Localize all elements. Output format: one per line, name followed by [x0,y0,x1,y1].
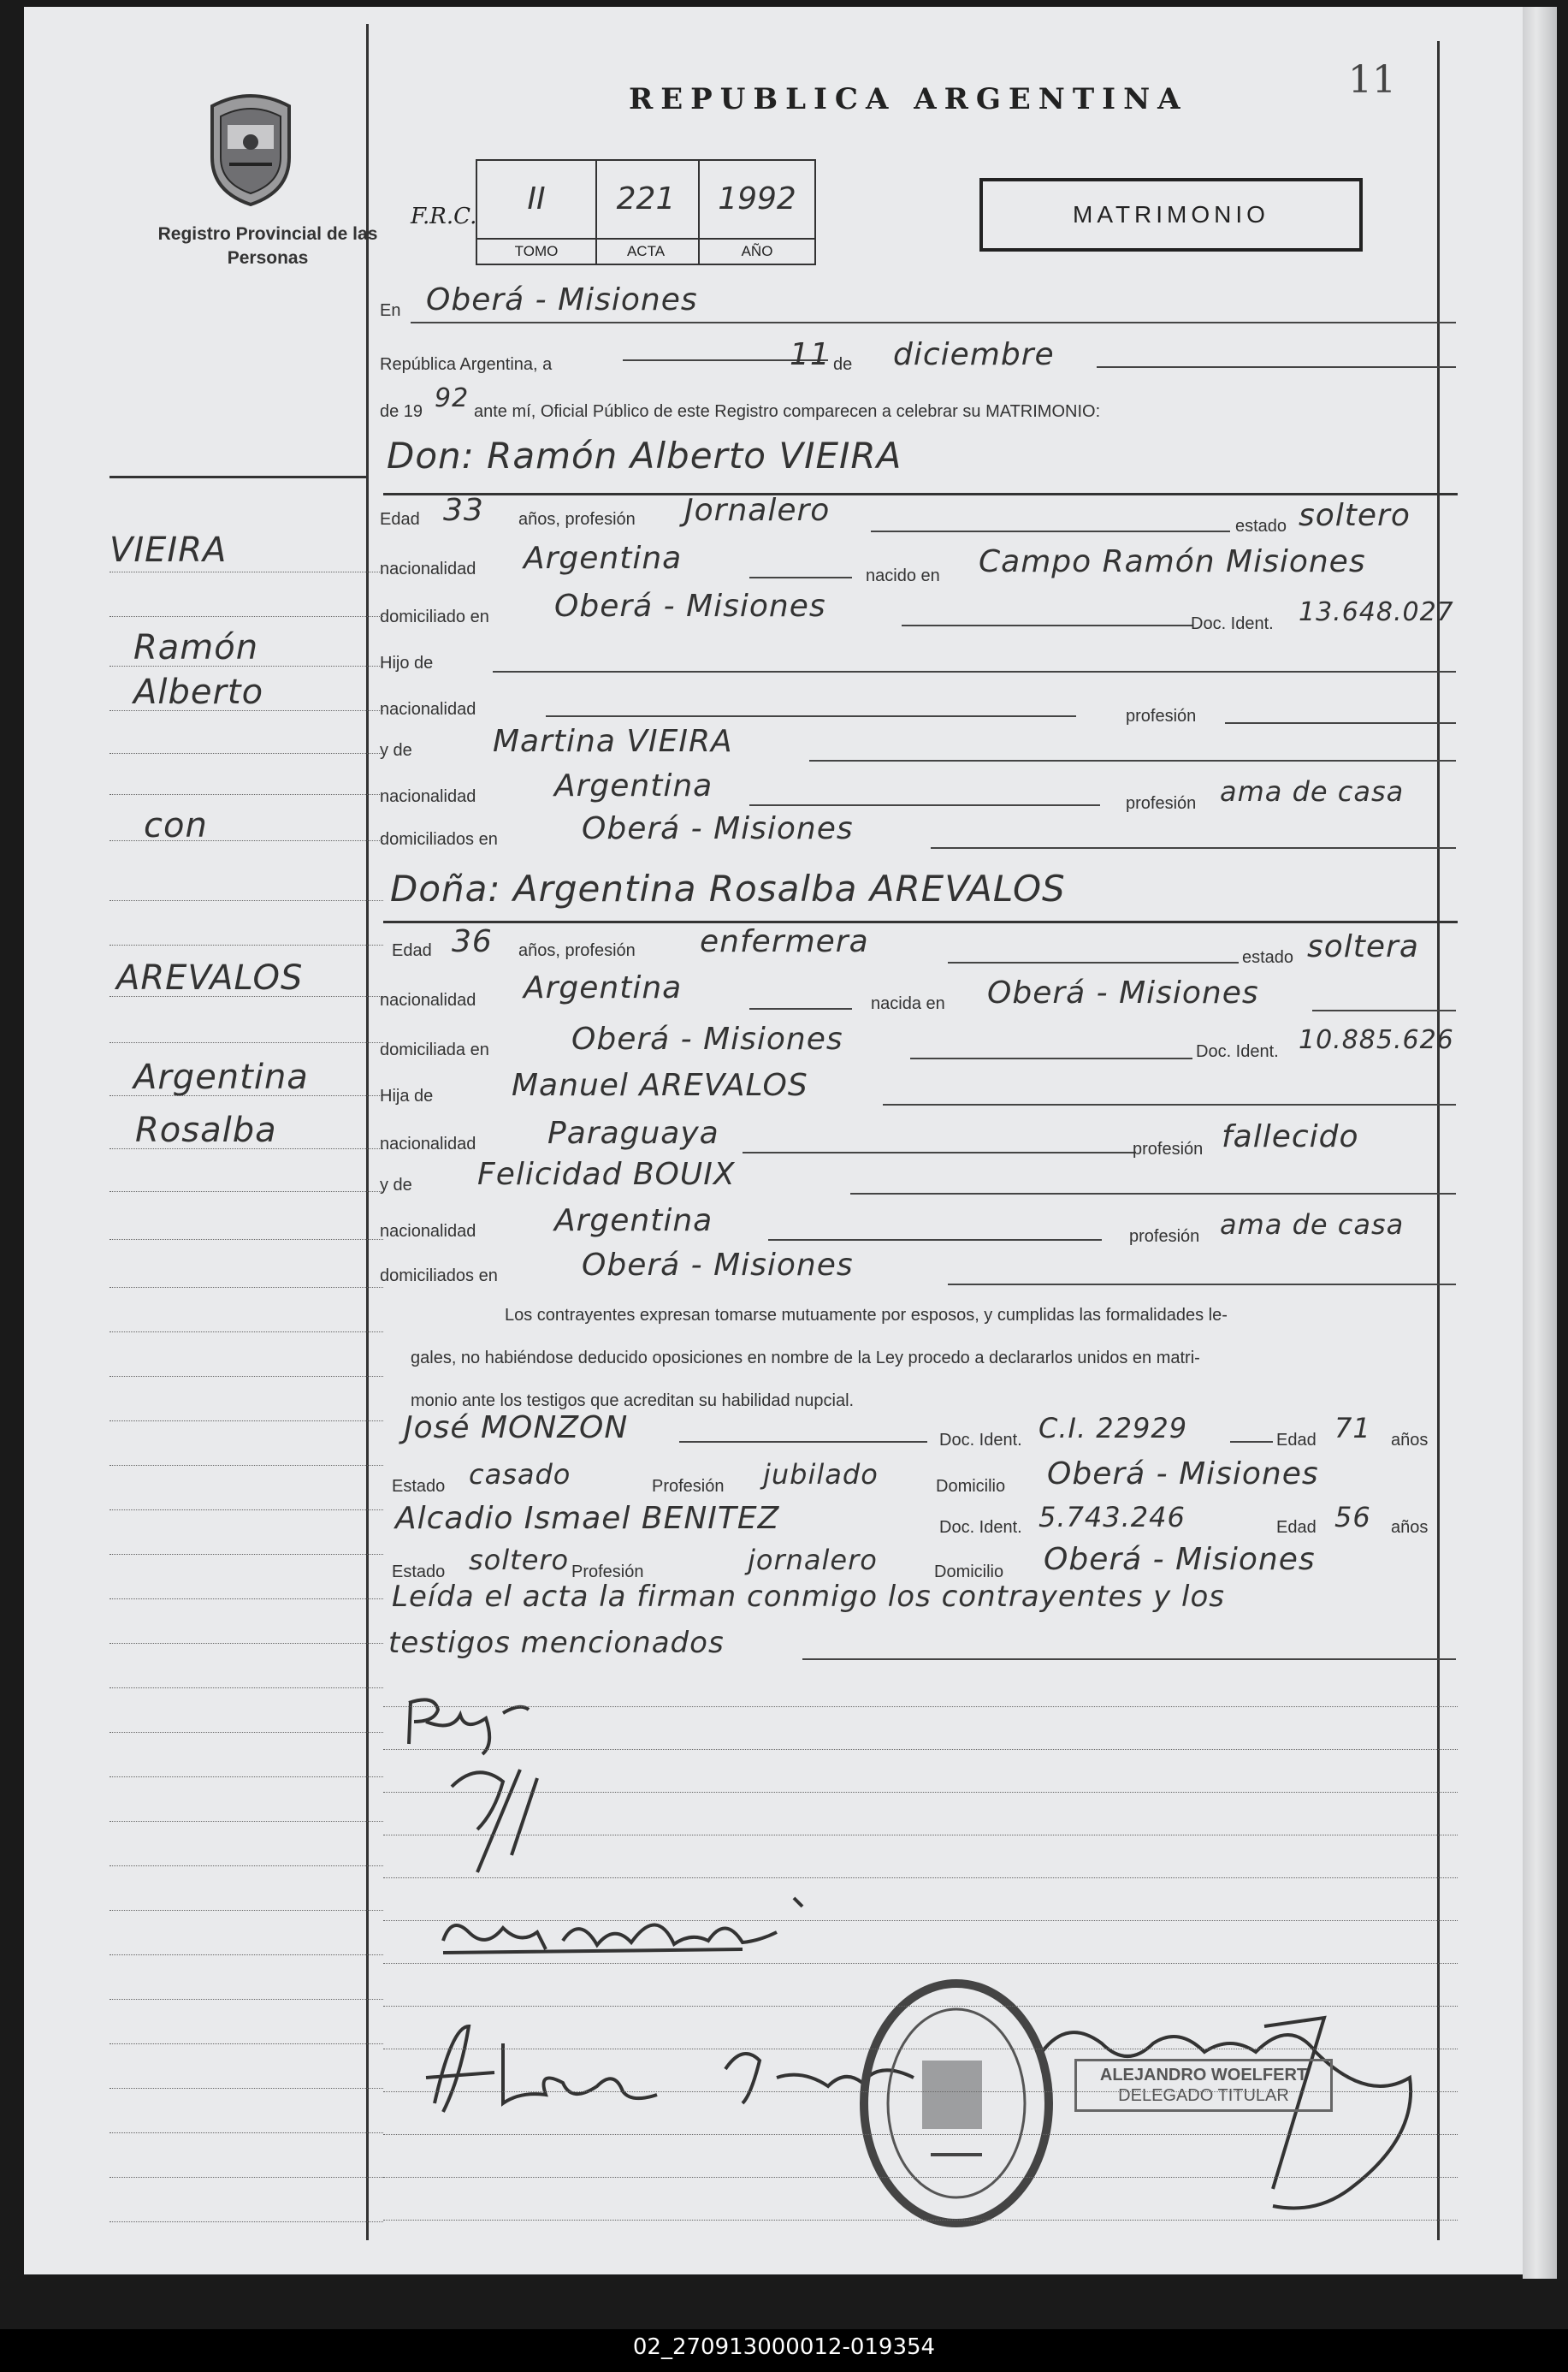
witness-2-domicilio-label: Domicilio [934,1563,1004,1581]
groom-mother-nac-value: Argentina [554,768,713,804]
bride-domicilio-label: domiciliada en [380,1041,489,1059]
coat-of-arms-seal [204,91,298,206]
witness-1-edad-value: 71 [1334,1412,1371,1444]
day-value: 11 [790,337,831,372]
bride-nacionalidad-value: Argentina [524,970,683,1005]
bride-mother-prof-value: ama de casa [1220,1208,1405,1241]
witness-1-edad-label: Edad [1276,1431,1317,1450]
groom-estado-value: soltero [1299,498,1411,533]
bride-edad-label: Edad [392,941,432,960]
margin-name-alberto: Alberto [133,673,264,712]
agency-name: Registro Provincial de las Personas [157,224,378,268]
witness-1-profesion-value: jubilado [763,1458,879,1491]
de-label: de [833,355,853,374]
groom-father-prof-label: profesión [1126,707,1197,726]
page-number: 11 [1348,58,1396,102]
witness-2-doc-label: Doc. Ident. [939,1518,1022,1537]
groom-nacido-label: nacido en [866,566,940,585]
witness-1-doc-value: C.I. 22929 [1038,1412,1188,1444]
margin-name-argentina: Argentina [133,1058,309,1097]
groom-mother-nac-label: nacionalidad [380,787,476,806]
bride-parents-dom-fill [948,1284,1456,1285]
witness-1-domicilio-value: Oberá - Misiones [1047,1456,1319,1491]
closing-line-1: Leída el acta la firman conmigo los contrayentes y los [392,1580,1226,1614]
groom-mother-prof-value: ama de casa [1220,775,1405,808]
year-prefix: de 19 [380,402,423,421]
groom-mother-nac-fill [749,804,1100,806]
groom-father-prof-fill [1225,722,1456,724]
signature-officer [1008,2001,1435,2223]
groom-anos-profesion-label: años, profesión [518,510,636,529]
groom-nacionalidad-fill [749,577,852,578]
witness-1-domicilio-label: Domicilio [936,1477,1006,1496]
groom-domiciliados-label: domiciliados en [380,830,498,849]
frc-acta-box [594,159,700,265]
groom-domicilio-label: domiciliado en [380,608,489,626]
groom-hijo-label: Hijo de [380,654,434,673]
groom-profesion-fill [871,531,1230,532]
declaration-line-1: Los contrayentes expresan tomarse mutuamente por esposos, y cumplidas las formalidades le- [505,1306,1228,1325]
margin-name-con: con [144,806,208,845]
groom-mother-value: Martina VIEIRA [493,724,733,759]
declaration-text [411,1294,1463,1422]
groom-doc-label: Doc. Ident. [1191,614,1274,633]
bride-father-nac-fill [743,1152,1136,1153]
signature-bride [443,1752,614,1881]
groom-domicilio-value: Oberá - Misiones [554,589,826,624]
witness-2-profesion-label: Profesión [571,1563,644,1581]
witness-2-anos-label: años [1391,1518,1429,1537]
bride-nacida-value: Oberá - Misiones [987,975,1259,1011]
bride-doc-value: 10.885.626 [1299,1025,1454,1055]
witness-2-name: Alcadio Ismael BENITEZ [395,1501,780,1536]
witness-1-anos-label: años [1391,1431,1429,1450]
bride-mother-nac-fill [768,1239,1102,1241]
groom-father-fill [493,671,1456,673]
groom-mother-prof-label: profesión [1126,794,1197,813]
frc-tomo-box [476,159,597,265]
stamp-officer-name: ALEJANDRO WOELFERT [1099,2066,1308,2084]
bride-father-prof-value: fallecido [1222,1119,1359,1154]
bride-profesion-fill [948,962,1239,964]
witness-1-estado-value: casado [469,1458,571,1491]
frc-ano-label: AÑO [700,238,814,264]
official-oval-stamp [854,1975,1059,2232]
book-page-edge [1523,7,1557,2279]
groom-title-rule [383,493,1458,495]
bride-mother-nac-label: nacionalidad [380,1222,476,1241]
witness-1-doc-label: Doc. Ident. [939,1431,1022,1450]
bride-estado-value: soltera [1307,929,1419,964]
frc-ano-value: 1992 [718,181,796,216]
margin-name-rosalba: Rosalba [135,1111,277,1150]
bride-father-fill [883,1104,1456,1106]
document-page [24,7,1523,2274]
bride-yde-label: y de [380,1176,412,1195]
bride-parents-dom-value: Oberá - Misiones [582,1248,854,1283]
bride-mother-value: Felicidad BOUIX [477,1157,736,1192]
witness-1-estado-label: Estado [392,1477,446,1496]
witness-2-estado-label: Estado [392,1563,446,1581]
record-type-box: MATRIMONIO [979,178,1363,252]
closing-line-2: testigos mencionados [388,1626,725,1660]
officer-stamp [1074,2059,1333,2112]
scan-caption: 02_270913000012-019354 [0,2329,1568,2372]
groom-yde-label: y de [380,741,412,760]
groom-edad-label: Edad [380,510,420,529]
groom-title: Don: Ramón Alberto VIEIRA [387,435,902,477]
frc-label: F.R.C. [411,204,477,229]
witness-2-domicilio-value: Oberá - Misiones [1044,1542,1316,1577]
left-column-rule-1 [109,476,366,478]
bride-estado-label: estado [1242,948,1294,967]
bride-domicilio-fill [910,1058,1192,1059]
witness-2-edad-value: 56 [1334,1501,1371,1533]
groom-domicilio-fill [902,625,1192,626]
groom-doc-value: 13.648.027 [1299,597,1454,627]
bride-title-rule [383,921,1458,923]
bride-nacionalidad-label: nacionalidad [380,991,476,1010]
witness-2-doc-value: 5.743.246 [1038,1501,1186,1533]
margin-name-vieira: VIEIRA [109,531,228,570]
groom-nacionalidad-value: Argentina [524,541,683,576]
bride-nacida-label: nacida en [871,994,945,1013]
bride-nacida-fill [1312,1010,1456,1011]
groom-parents-dom-value: Oberá - Misiones [582,811,854,846]
frc-tomo-value: II [527,181,546,216]
declaration-line-3: monio ante los testigos que acreditan su habilidad nupcial. [411,1391,855,1410]
month-fill [1097,366,1456,368]
bride-father-nac-label: nacionalidad [380,1135,476,1153]
witness-1-name-fill [679,1441,927,1443]
groom-nacionalidad-label: nacionalidad [380,560,476,578]
groom-profesion-value: Jornalero [684,493,831,528]
year-suffix: 92 [435,383,470,413]
witness-1-name: José MONZON [404,1410,629,1445]
month-value: diciembre [893,337,1055,372]
frc-acta-label: ACTA [594,238,698,264]
frc-tomo-label: TOMO [477,238,595,264]
witness-1-profesion-label: Profesión [652,1477,725,1496]
bride-profesion-value: enfermera [700,924,869,959]
groom-nacido-value: Campo Ramón Misiones [979,544,1366,579]
bride-anos-profesion-label: años, profesión [518,941,636,960]
groom-parents-dom-fill [931,847,1456,849]
declaration-line-2: gales, no habiéndose deducido oposiciones en nombre de la Ley procedo a declararlos unidos en matri- [411,1349,1200,1367]
closing-fill [802,1658,1456,1660]
place-value: Oberá - Misiones [426,282,698,317]
witness-2-estado-value: soltero [469,1544,570,1576]
witness-1-doc-fill [1230,1441,1273,1443]
bride-hija-label: Hija de [380,1087,434,1106]
groom-estado-label: estado [1235,517,1287,536]
bride-edad-value: 36 [452,924,493,959]
witness-2-profesion-value: jornalero [748,1544,878,1576]
bride-father-value: Manuel AREVALOS [512,1068,808,1103]
bride-nacionalidad-fill [749,1008,852,1010]
republica-label: República Argentina, a [380,355,553,374]
bride-doc-label: Doc. Ident. [1196,1042,1279,1061]
bride-domiciliados-label: domiciliados en [380,1266,498,1285]
place-fill [411,322,1456,323]
frc-acta-value: 221 [616,181,676,216]
groom-father-nac-fill [546,715,1076,717]
margin-rule-right [1437,41,1440,2240]
bride-title: Doña: Argentina Rosalba AREVALOS [390,868,1066,910]
stamp-officer-role: DELEGADO TITULAR [1118,2086,1289,2105]
frc-ano-box [698,159,816,265]
signature-witness-1 [435,1881,828,1975]
ante-text: ante mí, Oficial Público de este Registro comparecen a celebrar su MATRIMONIO: [474,402,1101,421]
bride-father-prof-label: profesión [1133,1140,1204,1159]
groom-mother-fill [809,760,1456,762]
bride-father-nac-value: Paraguaya [547,1116,719,1151]
bride-mother-fill [850,1193,1456,1195]
groom-father-nac-label: nacionalidad [380,700,476,719]
margin-name-arevalos: AREVALOS [116,958,304,998]
witness-2-edad-label: Edad [1276,1518,1317,1537]
margin-name-ramon: Ramón [133,628,259,667]
bride-domicilio-value: Oberá - Misiones [571,1022,843,1057]
groom-edad-value: 33 [443,493,484,528]
bride-mother-nac-value: Argentina [554,1203,713,1238]
en-label: En [380,301,401,320]
country-heading: REPUBLICA ARGENTINA [629,82,1188,116]
bride-mother-prof-label: profesión [1129,1227,1200,1246]
